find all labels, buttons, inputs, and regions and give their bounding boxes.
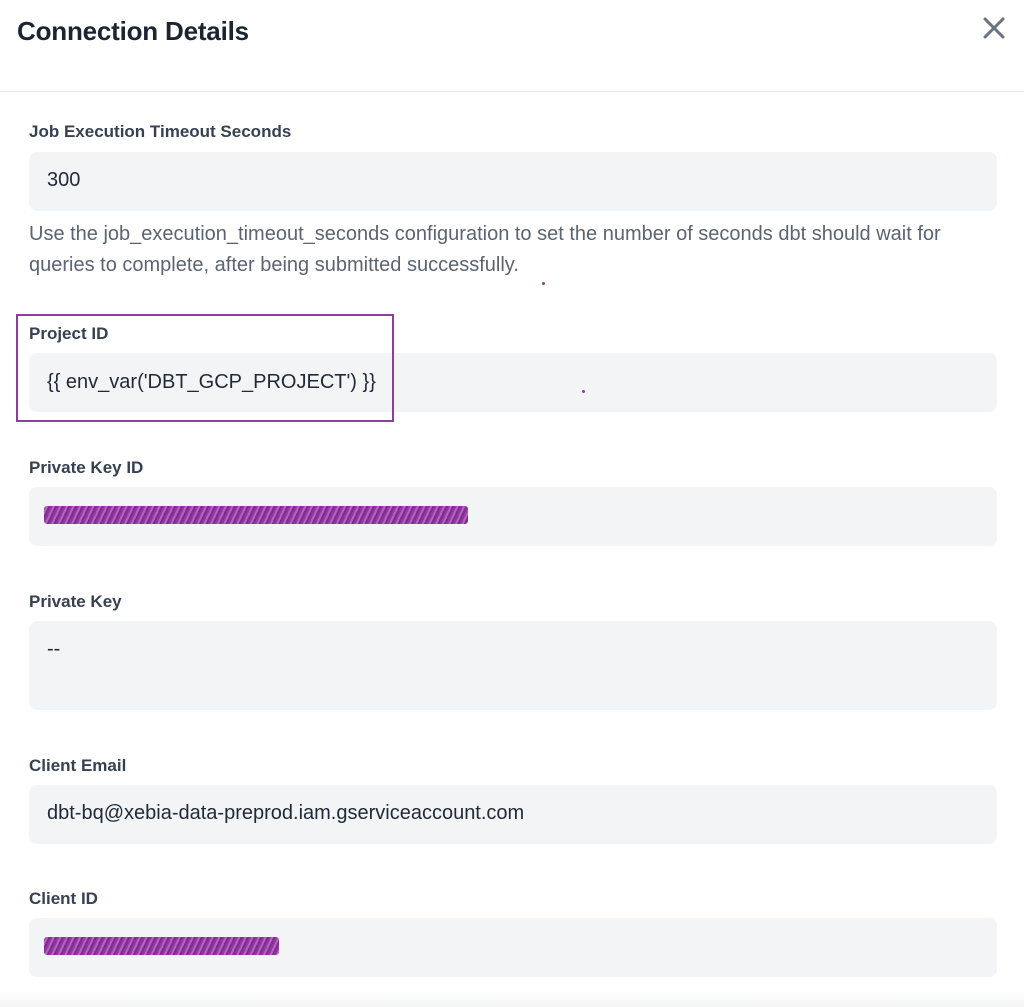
annotation-dot xyxy=(582,390,585,393)
close-button[interactable] xyxy=(980,14,1008,42)
close-icon xyxy=(980,14,1008,42)
project-id-label: Project ID xyxy=(29,324,109,343)
footer-shade xyxy=(0,992,1024,1007)
private-key-id-label: Private Key ID xyxy=(29,458,144,477)
private-key-field[interactable] xyxy=(29,621,997,710)
client-email-label: Client Email xyxy=(29,756,127,775)
client-id-label: Client ID xyxy=(29,889,98,908)
dialog-title: Connection Details xyxy=(17,16,249,46)
timeout-value: 300 xyxy=(47,169,81,191)
timeout-field[interactable] xyxy=(29,152,997,211)
project-id-field[interactable] xyxy=(29,353,997,412)
private-key-label: Private Key xyxy=(29,592,122,611)
timeout-help-text: Use the job_execution_timeout_seconds configuration to set the number of seconds dbt should wait for queries to complete, after being submitted successfully. xyxy=(29,223,941,276)
client-email-field[interactable] xyxy=(29,785,997,844)
annotation-dot xyxy=(542,282,545,285)
client-email-value: dbt-bq@xebia-data-preprod.iam.gserviceaccount.com xyxy=(47,802,525,824)
redaction-scribble xyxy=(44,506,468,524)
dialog-header xyxy=(0,0,1024,92)
private-key-value: -- xyxy=(47,638,61,660)
redaction-scribble xyxy=(44,937,279,955)
timeout-label: Job Execution Timeout Seconds xyxy=(29,122,292,141)
project-id-value: {{ env_var('DBT_GCP_PROJECT') }} xyxy=(47,371,376,393)
